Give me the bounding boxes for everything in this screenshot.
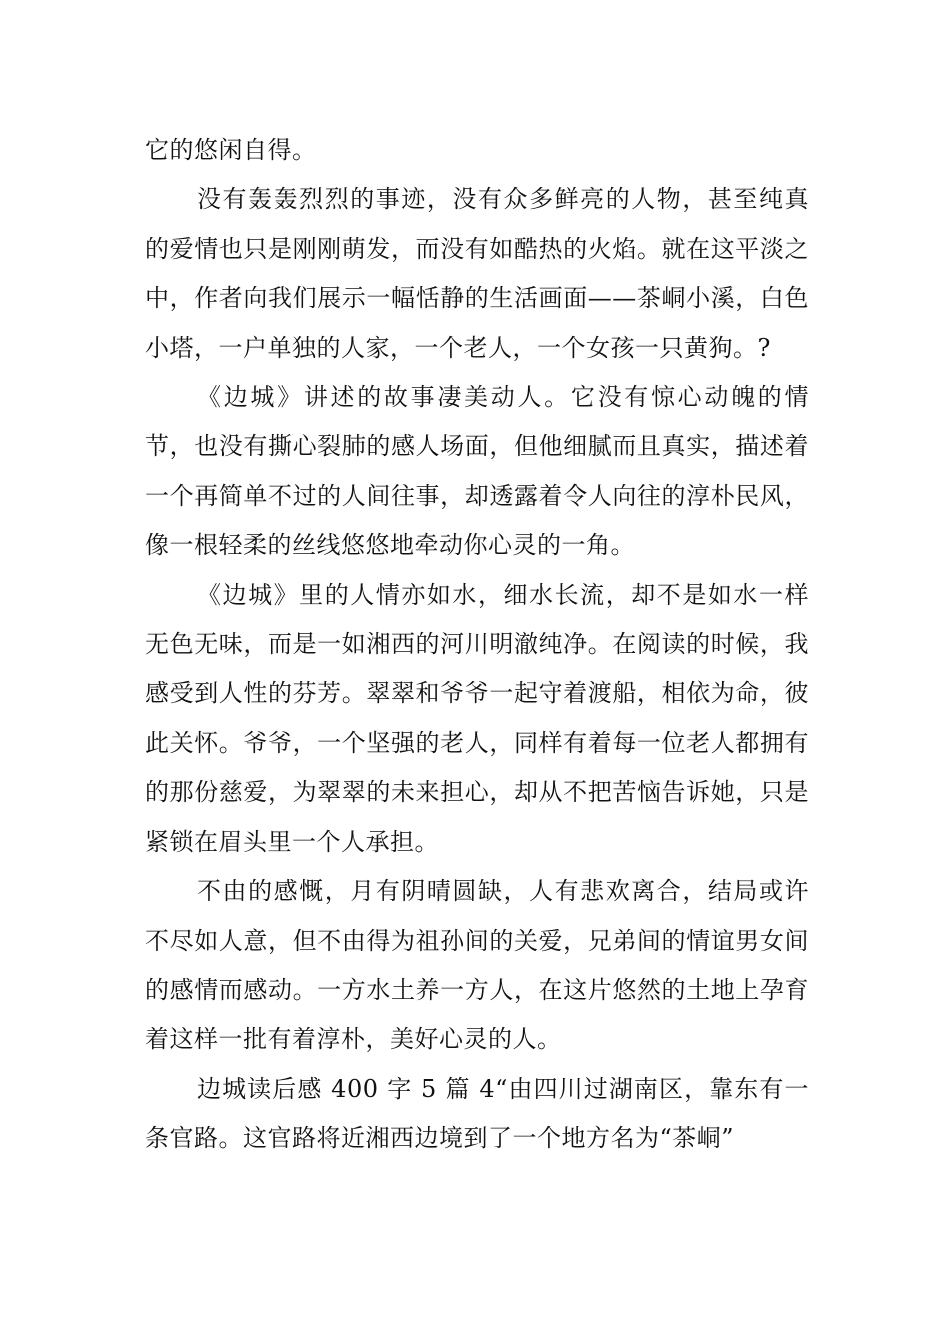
paragraph-3: 《边城》讲述的故事凄美动人。它没有惊心动魄的情节，也没有撕心裂肺的感人场面，但他细腻而且真实，描述着一个再简单不过的人间往事，却透露着令人向往的淳朴民风，像一根轻柔的丝线悠悠地牵动你心灵的一角。 bbox=[145, 383, 809, 560]
document-body bbox=[145, 126, 809, 1164]
paragraph-2: 没有轰轰烈烈的事迹，没有众多鲜亮的人物，甚至纯真的爱情也只是刚刚萌发，而没有如酷热的火焰。就在这平淡之中，作者向我们展示一幅恬静的生活画面——茶峒小溪，白色小塔，一户单独的人家，一个老人，一个女孩一只黄狗。? bbox=[145, 185, 809, 362]
paragraph-1: 它的悠闲自得。 bbox=[145, 136, 317, 164]
paragraph-6: 边城读后感 400 字 5 篇 4“由四川过湖南区，靠东有一条官路。这官路将近湘西边境到了一个地方名为“茶峒” bbox=[145, 1074, 809, 1153]
paragraph-5: 不由的感慨，月有阴晴圆缺，人有悲欢离合，结局或许不尽如人意，但不由得为祖孙间的关爱，兄弟间的情谊男女间的感情而感动。一方水土养一方人，在这片悠然的土地上孕育着这样一批有着淳朴，美好心灵的人。 bbox=[145, 877, 809, 1054]
paragraph-4: 《边城》里的人情亦如水，细水长流，却不是如水一样无色无味，而是一如湘西的河川明澈纯净。在阅读的时候，我感受到人性的芬芳。翠翠和爷爷一起守着渡船，相依为命，彼此关怀。爷爷，一个坚强的老人，同样有着每一位老人都拥有的那份慈爱，为翠翠的未来担心，却从不把苦恼告诉她，只是紧锁在眉头里一个人承担。 bbox=[145, 580, 809, 856]
